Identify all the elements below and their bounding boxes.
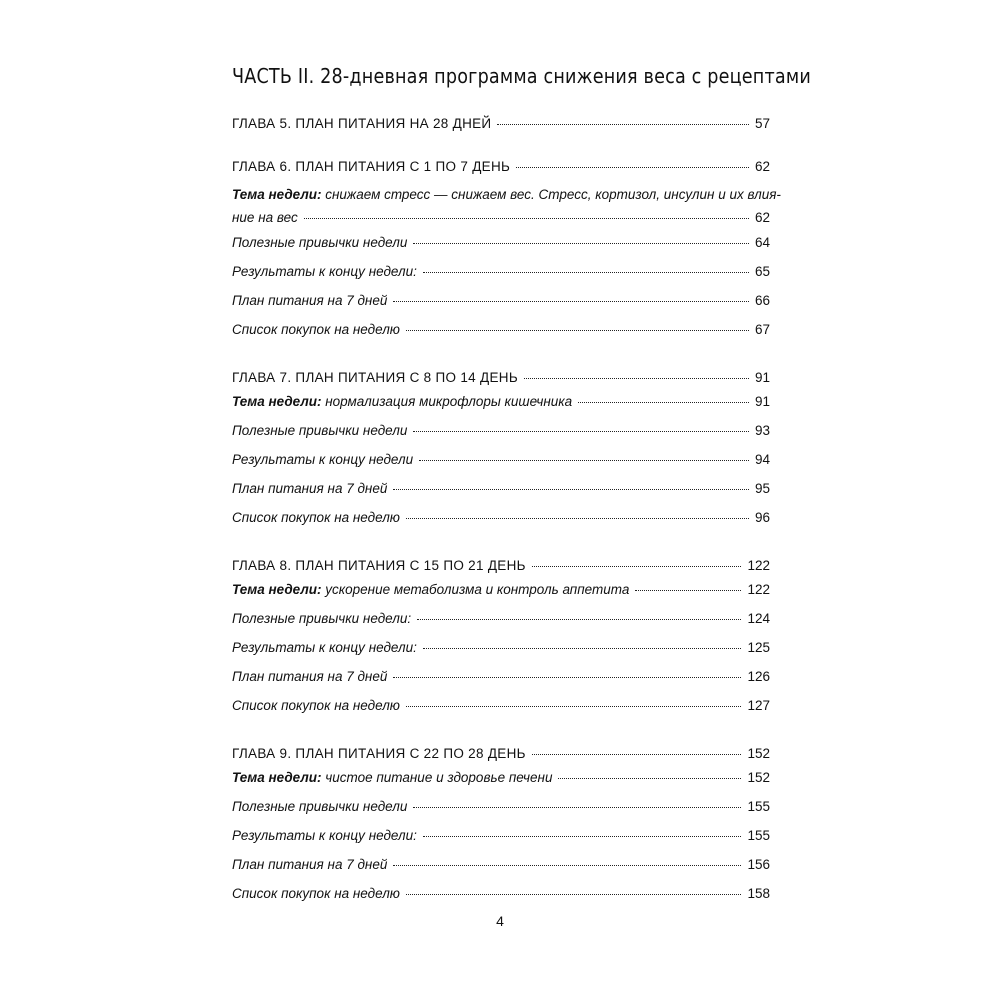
- entry-title: Список покупок на неделю: [232, 698, 400, 713]
- page-ref: 57: [754, 116, 770, 131]
- dot-leader: [406, 894, 742, 895]
- chapter-heading: ГЛАВА 9. ПЛАН ПИТАНИЯ С 22 ПО 28 ДЕНЬ: [232, 746, 526, 761]
- entry-title: План питания на 7 дней: [232, 857, 388, 872]
- dot-leader: [635, 590, 741, 591]
- toc-entry-chapter-9[interactable]: [232, 746, 770, 770]
- page-ref: 125: [747, 640, 770, 655]
- theme-text-line2: ние на вес: [232, 210, 298, 225]
- dot-leader: [423, 272, 749, 273]
- dot-leader: [516, 167, 749, 168]
- entry-title: Полезные привычки недели: [232, 423, 408, 438]
- chapter-7: [232, 370, 770, 539]
- entry-title: Список покупок на неделю: [232, 510, 400, 525]
- page-ref: 155: [747, 799, 770, 814]
- toc-entry-chapter-6[interactable]: [232, 159, 770, 183]
- dot-leader: [578, 402, 749, 403]
- page-ref: 94: [754, 452, 770, 467]
- dot-leader: [532, 754, 742, 755]
- theme-label: Тема недели:: [232, 770, 322, 785]
- page-ref: 91: [754, 370, 770, 385]
- toc-entry[interactable]: [232, 611, 770, 640]
- entry-title: Результаты к концу недели: [232, 452, 414, 467]
- chapter-heading: ГЛАВА 8. ПЛАН ПИТАНИЯ С 15 ПО 21 ДЕНЬ: [232, 558, 526, 573]
- page-ref: 96: [754, 510, 770, 525]
- toc-entry[interactable]: [232, 510, 770, 539]
- chapter-5: [232, 116, 770, 140]
- dot-leader: [532, 566, 742, 567]
- dot-leader: [393, 489, 749, 490]
- dot-leader: [423, 648, 742, 649]
- toc-entry-theme[interactable]: [232, 183, 781, 235]
- dot-leader: [419, 460, 749, 461]
- theme-text-line1: снижаем стресс — снижаем вес. Стресс, кортизол, инсулин и их влия-: [321, 187, 781, 202]
- page-ref: 122: [747, 558, 770, 573]
- entry-title: Список покупок на неделю: [232, 322, 400, 337]
- page-ref: 152: [747, 746, 770, 761]
- toc-entry[interactable]: [232, 799, 770, 828]
- theme-label: Тема недели:: [232, 394, 322, 409]
- entry-title: Полезные привычки недели: [232, 235, 408, 250]
- table-of-contents: [232, 64, 811, 934]
- page-ref: 64: [754, 235, 770, 250]
- dot-leader: [497, 124, 749, 125]
- chapter-9: [232, 746, 770, 915]
- chapter-heading: ГЛАВА 6. ПЛАН ПИТАНИЯ С 1 ПО 7 ДЕНЬ: [232, 159, 511, 174]
- dot-leader: [406, 330, 749, 331]
- toc-entry[interactable]: [232, 640, 770, 669]
- page-ref: 62: [754, 159, 770, 174]
- entry-title: Полезные привычки недели:: [232, 611, 412, 626]
- entry-title: План питания на 7 дней: [232, 293, 388, 308]
- theme-text: нормализация микрофлоры кишечника: [321, 394, 573, 409]
- toc-entry[interactable]: [232, 452, 770, 481]
- theme-text: ускорение метаболизма и контроль аппетита: [321, 582, 630, 597]
- dot-leader: [413, 243, 749, 244]
- page-ref: 93: [754, 423, 770, 438]
- chapter-6: [232, 159, 781, 351]
- entry-title: Результаты к концу недели:: [232, 828, 417, 843]
- dot-leader: [393, 865, 741, 866]
- toc-entry[interactable]: [232, 322, 770, 351]
- toc-entry-theme[interactable]: [232, 394, 770, 423]
- dot-leader: [417, 619, 741, 620]
- toc-entry[interactable]: [232, 293, 770, 322]
- dot-leader: [413, 807, 741, 808]
- page-ref: 91: [754, 394, 770, 409]
- dot-leader: [423, 836, 742, 837]
- entry-title: Полезные привычки недели: [232, 799, 408, 814]
- toc-entry[interactable]: [232, 886, 770, 915]
- page-ref: 62: [754, 210, 770, 225]
- dot-leader: [393, 677, 741, 678]
- entry-title: Список покупок на неделю: [232, 886, 400, 901]
- page-ref: 67: [754, 322, 770, 337]
- entry-title: Результаты к концу недели:: [232, 264, 417, 279]
- dot-leader: [406, 518, 749, 519]
- page-ref: 152: [747, 770, 770, 785]
- entry-title: План питания на 7 дней: [232, 481, 388, 496]
- dot-leader: [524, 378, 749, 379]
- page-ref: 155: [747, 828, 770, 843]
- toc-entry[interactable]: [232, 828, 770, 857]
- page-number: 4: [496, 913, 504, 929]
- toc-entry-chapter-7[interactable]: [232, 370, 770, 394]
- page-ref: 158: [747, 886, 770, 901]
- toc-entry[interactable]: [232, 481, 770, 510]
- dot-leader: [393, 301, 749, 302]
- toc-entry[interactable]: [232, 857, 770, 886]
- page-ref: 95: [754, 481, 770, 496]
- page-ref: 66: [754, 293, 770, 308]
- toc-entry[interactable]: [232, 235, 770, 264]
- theme-text: чистое питание и здоровье печени: [321, 770, 553, 785]
- page-ref: 127: [747, 698, 770, 713]
- chapter-8: [232, 558, 770, 727]
- toc-entry-chapter-8[interactable]: [232, 558, 770, 582]
- page-ref: 126: [747, 669, 770, 684]
- part-title: ЧАСТЬ II. 28-дневная программа снижения веса с рецептами: [232, 64, 811, 88]
- page-ref: 156: [747, 857, 770, 872]
- chapter-heading: ГЛАВА 7. ПЛАН ПИТАНИЯ С 8 ПО 14 ДЕНЬ: [232, 370, 519, 385]
- page-ref: 65: [754, 264, 770, 279]
- toc-entry-theme[interactable]: [232, 770, 770, 799]
- dot-leader: [304, 218, 749, 219]
- dot-leader: [406, 706, 742, 707]
- toc-entry-theme[interactable]: [232, 582, 770, 611]
- entry-title: Результаты к концу недели:: [232, 640, 417, 655]
- page-ref: 124: [747, 611, 770, 626]
- toc-entry[interactable]: [232, 698, 770, 727]
- page-ref: 122: [747, 582, 770, 597]
- chapter-heading: ГЛАВА 5. ПЛАН ПИТАНИЯ НА 28 ДНЕЙ: [232, 116, 492, 131]
- toc-entry-chapter-5[interactable]: [232, 116, 770, 140]
- toc-entry[interactable]: [232, 264, 770, 293]
- theme-label: Тема недели:: [232, 582, 322, 597]
- toc-entry[interactable]: [232, 423, 770, 452]
- theme-label: Тема недели:: [232, 187, 322, 202]
- dot-leader: [413, 431, 749, 432]
- dot-leader: [558, 778, 741, 779]
- toc-entry[interactable]: [232, 669, 770, 698]
- entry-title: План питания на 7 дней: [232, 669, 388, 684]
